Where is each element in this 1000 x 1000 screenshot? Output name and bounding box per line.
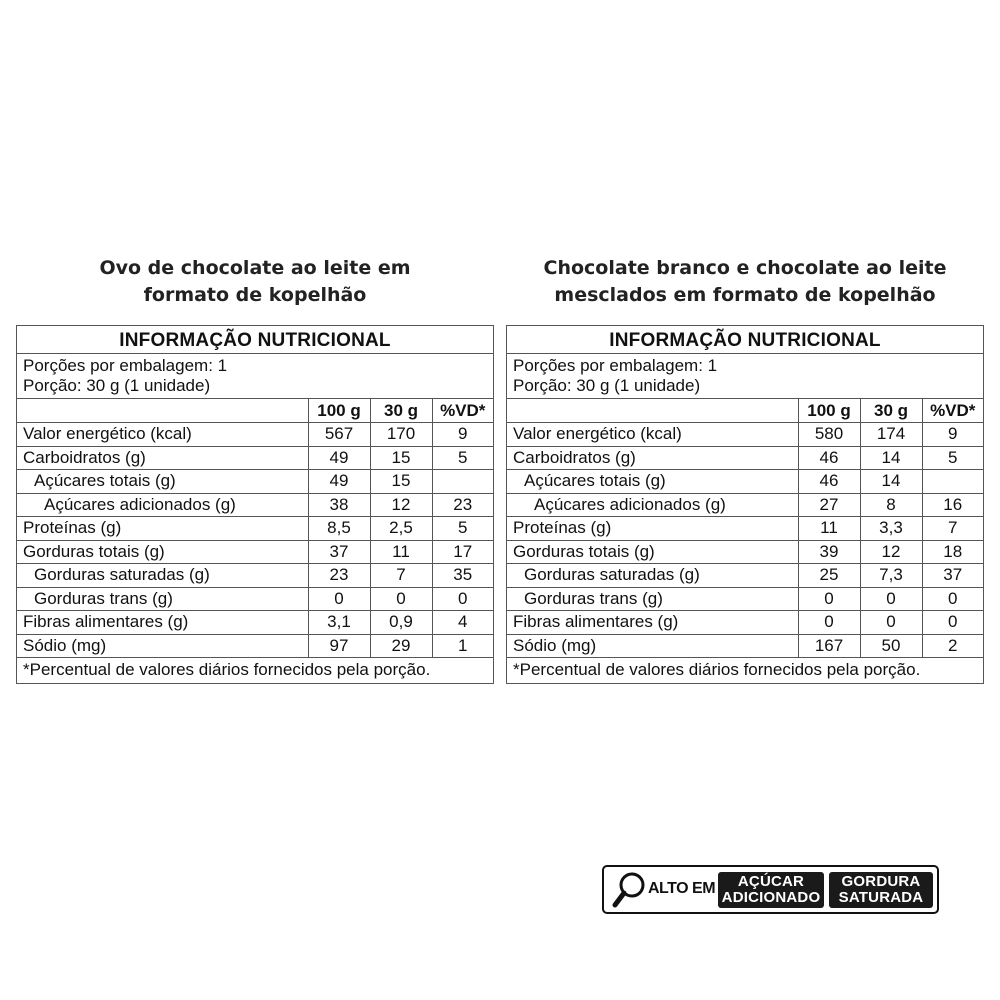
table-row bbox=[507, 517, 983, 541]
right-nutrition-table bbox=[506, 325, 984, 684]
value-100g: 38 bbox=[308, 493, 370, 517]
value-30g: 2,5 bbox=[370, 517, 432, 541]
value-100g: 567 bbox=[308, 423, 370, 447]
magnifier-icon bbox=[612, 870, 648, 910]
left-header-row bbox=[17, 399, 493, 423]
value-vd: 9 bbox=[922, 423, 983, 447]
nutrient-label: Carboidratos (g) bbox=[507, 446, 798, 470]
value-100g: 0 bbox=[798, 611, 860, 635]
value-vd: 5 bbox=[432, 517, 493, 541]
value-100g: 8,5 bbox=[308, 517, 370, 541]
left-nutrition-table bbox=[16, 325, 494, 684]
value-30g: 3,3 bbox=[860, 517, 922, 541]
left-title-line-1: Ovo de chocolate ao leite em bbox=[99, 257, 411, 279]
left-title-line-2: formato de kopelhão bbox=[143, 284, 367, 306]
value-100g: 39 bbox=[798, 540, 860, 564]
table-row bbox=[507, 470, 983, 494]
right-col-30g: 30 g bbox=[860, 399, 922, 423]
left-col-30g: 30 g bbox=[370, 399, 432, 423]
value-100g: 27 bbox=[798, 493, 860, 517]
table-row bbox=[507, 446, 983, 470]
value-vd: 35 bbox=[432, 564, 493, 588]
value-30g: 0 bbox=[370, 587, 432, 611]
right-header-blank bbox=[507, 399, 798, 423]
seal-added-sugar-box bbox=[718, 872, 824, 908]
value-100g: 0 bbox=[798, 587, 860, 611]
table-row bbox=[17, 517, 493, 541]
nutrient-label: Valor energético (kcal) bbox=[17, 423, 308, 447]
right-portion-info bbox=[507, 354, 983, 399]
value-vd: 7 bbox=[922, 517, 983, 541]
value-100g: 23 bbox=[308, 564, 370, 588]
value-30g: 12 bbox=[370, 493, 432, 517]
right-product-title bbox=[506, 255, 984, 309]
seal-box1-line2: ADICIONADO bbox=[721, 889, 821, 906]
nutrient-label: Açúcares adicionados (g) bbox=[507, 493, 798, 517]
value-vd: 18 bbox=[922, 540, 983, 564]
value-vd bbox=[432, 470, 493, 494]
value-vd: 0 bbox=[432, 587, 493, 611]
left-col-vd: %VD* bbox=[432, 399, 493, 423]
value-100g: 25 bbox=[798, 564, 860, 588]
nutrient-label: Açúcares totais (g) bbox=[17, 470, 308, 494]
value-30g: 170 bbox=[370, 423, 432, 447]
left-nutrient-grid bbox=[17, 399, 493, 658]
nutrient-label: Sódio (mg) bbox=[17, 634, 308, 658]
value-30g: 7,3 bbox=[860, 564, 922, 588]
value-100g: 49 bbox=[308, 446, 370, 470]
value-vd: 23 bbox=[432, 493, 493, 517]
right-col-100g: 100 g bbox=[798, 399, 860, 423]
value-30g: 8 bbox=[860, 493, 922, 517]
right-nutrient-grid bbox=[507, 399, 983, 658]
value-100g: 37 bbox=[308, 540, 370, 564]
nutrient-label: Gorduras saturadas (g) bbox=[507, 564, 798, 588]
seal-box2-line2: SATURADA bbox=[838, 889, 924, 906]
value-30g: 15 bbox=[370, 446, 432, 470]
table-row bbox=[17, 611, 493, 635]
nutrient-label: Valor energético (kcal) bbox=[507, 423, 798, 447]
nutrient-label: Gorduras trans (g) bbox=[507, 587, 798, 611]
high-in-warning-seal bbox=[602, 865, 939, 914]
nutrient-label: Carboidratos (g) bbox=[17, 446, 308, 470]
right-portion-size: Porção: 30 g (1 unidade) bbox=[513, 376, 701, 395]
nutrient-label: Açúcares totais (g) bbox=[507, 470, 798, 494]
nutrient-label: Fibras alimentares (g) bbox=[17, 611, 308, 635]
nutrient-label: Açúcares adicionados (g) bbox=[17, 493, 308, 517]
right-title-line-1: Chocolate branco e chocolate ao leite bbox=[543, 257, 947, 279]
value-30g: 174 bbox=[860, 423, 922, 447]
left-product-title bbox=[16, 255, 494, 309]
value-30g: 14 bbox=[860, 446, 922, 470]
value-30g: 7 bbox=[370, 564, 432, 588]
value-vd: 1 bbox=[432, 634, 493, 658]
value-vd: 0 bbox=[922, 587, 983, 611]
left-portions-per-package: Porções por embalagem: 1 bbox=[23, 356, 228, 375]
nutrient-label: Proteínas (g) bbox=[17, 517, 308, 541]
table-row bbox=[17, 540, 493, 564]
table-row bbox=[507, 564, 983, 588]
value-100g: 11 bbox=[798, 517, 860, 541]
value-100g: 97 bbox=[308, 634, 370, 658]
value-30g: 29 bbox=[370, 634, 432, 658]
table-row bbox=[17, 470, 493, 494]
value-30g: 0,9 bbox=[370, 611, 432, 635]
value-vd: 2 bbox=[922, 634, 983, 658]
value-vd: 37 bbox=[922, 564, 983, 588]
nutrient-label: Gorduras totais (g) bbox=[17, 540, 308, 564]
right-footnote: *Percentual de valores diários fornecidos pela porção. bbox=[513, 660, 921, 679]
table-row bbox=[507, 634, 983, 658]
value-100g: 167 bbox=[798, 634, 860, 658]
table-row bbox=[507, 423, 983, 447]
value-vd: 0 bbox=[922, 611, 983, 635]
value-30g: 12 bbox=[860, 540, 922, 564]
value-vd: 17 bbox=[432, 540, 493, 564]
value-100g: 46 bbox=[798, 446, 860, 470]
left-portion-size: Porção: 30 g (1 unidade) bbox=[23, 376, 211, 395]
value-100g: 46 bbox=[798, 470, 860, 494]
value-100g: 0 bbox=[308, 587, 370, 611]
value-vd: 5 bbox=[922, 446, 983, 470]
table-row bbox=[507, 493, 983, 517]
value-vd: 5 bbox=[432, 446, 493, 470]
value-100g: 3,1 bbox=[308, 611, 370, 635]
left-header-blank bbox=[17, 399, 308, 423]
table-row bbox=[507, 611, 983, 635]
seal-box1-line1: AÇÚCAR bbox=[737, 873, 805, 890]
left-portion-info bbox=[17, 354, 493, 399]
value-100g: 49 bbox=[308, 470, 370, 494]
nutrient-label: Proteínas (g) bbox=[507, 517, 798, 541]
table-row bbox=[17, 587, 493, 611]
table-row bbox=[507, 540, 983, 564]
value-30g: 15 bbox=[370, 470, 432, 494]
value-30g: 14 bbox=[860, 470, 922, 494]
value-30g: 50 bbox=[860, 634, 922, 658]
value-30g: 0 bbox=[860, 587, 922, 611]
value-vd: 4 bbox=[432, 611, 493, 635]
right-title-line-2: mesclados em formato de kopelhão bbox=[554, 284, 936, 306]
left-footnote: *Percentual de valores diários fornecidos pela porção. bbox=[23, 660, 431, 679]
nutrient-label: Sódio (mg) bbox=[507, 634, 798, 658]
value-100g: 580 bbox=[798, 423, 860, 447]
value-vd: 9 bbox=[432, 423, 493, 447]
left-col-100g: 100 g bbox=[308, 399, 370, 423]
value-30g: 0 bbox=[860, 611, 922, 635]
seal-alto-em-label: ALTO EM bbox=[648, 880, 716, 897]
table-row bbox=[17, 423, 493, 447]
table-row bbox=[17, 493, 493, 517]
value-vd bbox=[922, 470, 983, 494]
table-row bbox=[507, 587, 983, 611]
right-portions-per-package: Porções por embalagem: 1 bbox=[513, 356, 718, 375]
value-30g: 11 bbox=[370, 540, 432, 564]
table-row bbox=[17, 634, 493, 658]
seal-saturated-fat-box bbox=[829, 872, 933, 908]
nutrient-label: Gorduras saturadas (g) bbox=[17, 564, 308, 588]
table-row bbox=[17, 564, 493, 588]
seal-box2-line1: GORDURA bbox=[841, 873, 921, 890]
right-header-row bbox=[507, 399, 983, 423]
nutrient-label: Fibras alimentares (g) bbox=[507, 611, 798, 635]
nutrient-label: Gorduras totais (g) bbox=[507, 540, 798, 564]
left-table-heading: INFORMAÇÃO NUTRICIONAL bbox=[17, 326, 493, 354]
right-col-vd: %VD* bbox=[922, 399, 983, 423]
value-vd: 16 bbox=[922, 493, 983, 517]
nutrient-label: Gorduras trans (g) bbox=[17, 587, 308, 611]
right-table-heading: INFORMAÇÃO NUTRICIONAL bbox=[507, 326, 983, 354]
table-row bbox=[17, 446, 493, 470]
